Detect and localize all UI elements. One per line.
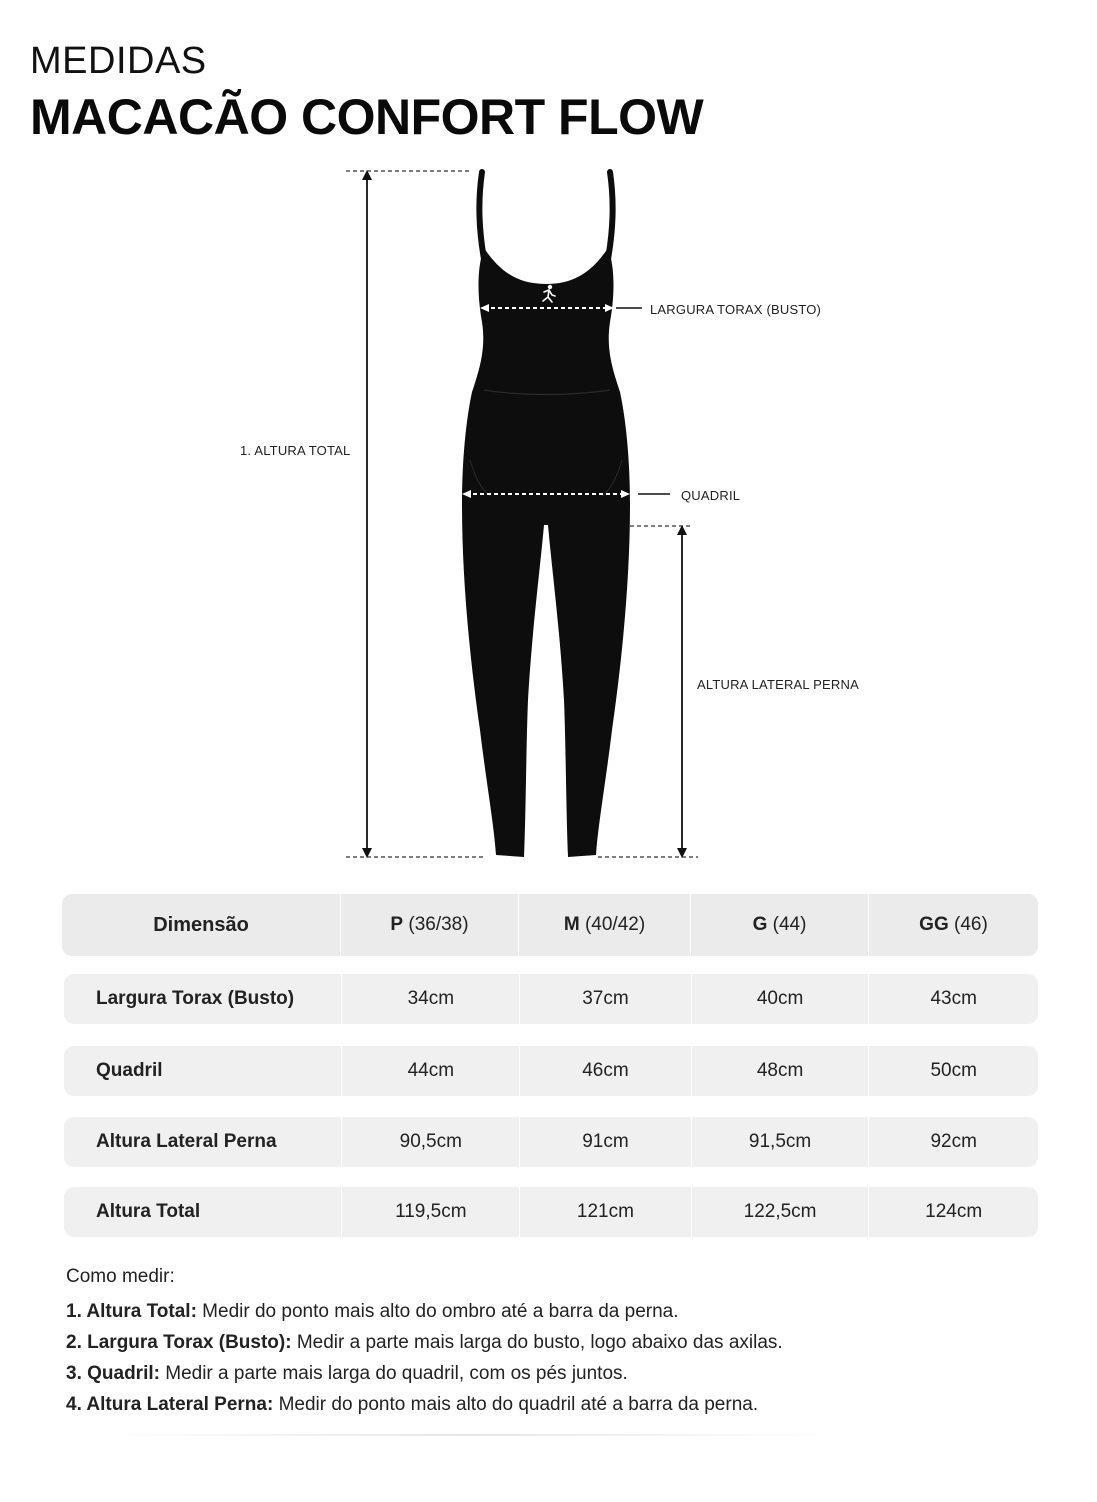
row-label: Altura Lateral Perna [96, 1131, 277, 1152]
column-header-dimension: Dimensão [153, 913, 249, 936]
table-row [64, 1117, 1038, 1167]
page-title: MACACÃO CONFORT FLOW [30, 89, 704, 145]
instruction-item: 1. Altura Total: Medir do ponto mais alto do ombro até a barra da perna. [66, 1301, 679, 1322]
table-cell: 44cm [341, 1046, 519, 1096]
column-header-size-m: M (40/42) [518, 894, 690, 956]
table-cell: 90,5cm [341, 1117, 519, 1167]
table-cell: 91,5cm [691, 1117, 869, 1167]
table-cell: 37cm [519, 974, 691, 1024]
instruction-item: 2. Largura Torax (Busto): Medir a parte mais larga do busto, logo abaixo das axilas. [66, 1332, 783, 1353]
jumpsuit-shape [462, 172, 630, 857]
table-cell: 40cm [691, 974, 869, 1024]
bust-label: LARGURA TORAX (BUSTO) [650, 302, 822, 317]
table-row [64, 974, 1038, 1024]
leg-height-label: ALTURA LATERAL PERNA [697, 677, 859, 692]
measurement-diagram [0, 160, 1097, 870]
size-table [62, 894, 1038, 1222]
hip-label: QUADRIL [681, 488, 741, 503]
table-row [64, 1046, 1038, 1096]
column-header-size-g: G (44) [690, 894, 868, 956]
table-cell: 119,5cm [341, 1187, 519, 1237]
table-cell: 121cm [519, 1187, 691, 1237]
table-cell: 124cm [868, 1187, 1038, 1237]
page-subtitle: MEDIDAS [30, 40, 207, 82]
table-cell: 122,5cm [691, 1187, 869, 1237]
table-cell: 92cm [868, 1117, 1038, 1167]
column-header-size-p: P (36/38) [340, 894, 518, 956]
table-header-row [62, 894, 1038, 956]
table-cell: 46cm [519, 1046, 691, 1096]
table-cell: 91cm [519, 1117, 691, 1167]
column-header-size-gg: GG (46) [868, 894, 1038, 956]
row-label: Largura Torax (Busto) [96, 988, 295, 1009]
instructions-intro: Como medir: [66, 1266, 175, 1287]
row-label: Altura Total [96, 1201, 201, 1222]
total-height-label: 1. ALTURA TOTAL [240, 443, 351, 458]
table-cell: 48cm [691, 1046, 869, 1096]
instruction-item: 3. Quadril: Medir a parte mais larga do quadril, com os pés juntos. [66, 1363, 628, 1384]
garment-illustration [0, 160, 1097, 870]
table-cell: 50cm [868, 1046, 1038, 1096]
bottom-divider [100, 1434, 840, 1436]
measuring-instructions [66, 1266, 1066, 1420]
table-row [64, 1187, 1038, 1237]
row-label: Quadril [96, 1060, 163, 1081]
instruction-item: 4. Altura Lateral Perna: Medir do ponto mais alto do quadril até a barra da perna. [66, 1394, 759, 1415]
table-cell: 43cm [868, 974, 1038, 1024]
table-cell: 34cm [341, 974, 519, 1024]
